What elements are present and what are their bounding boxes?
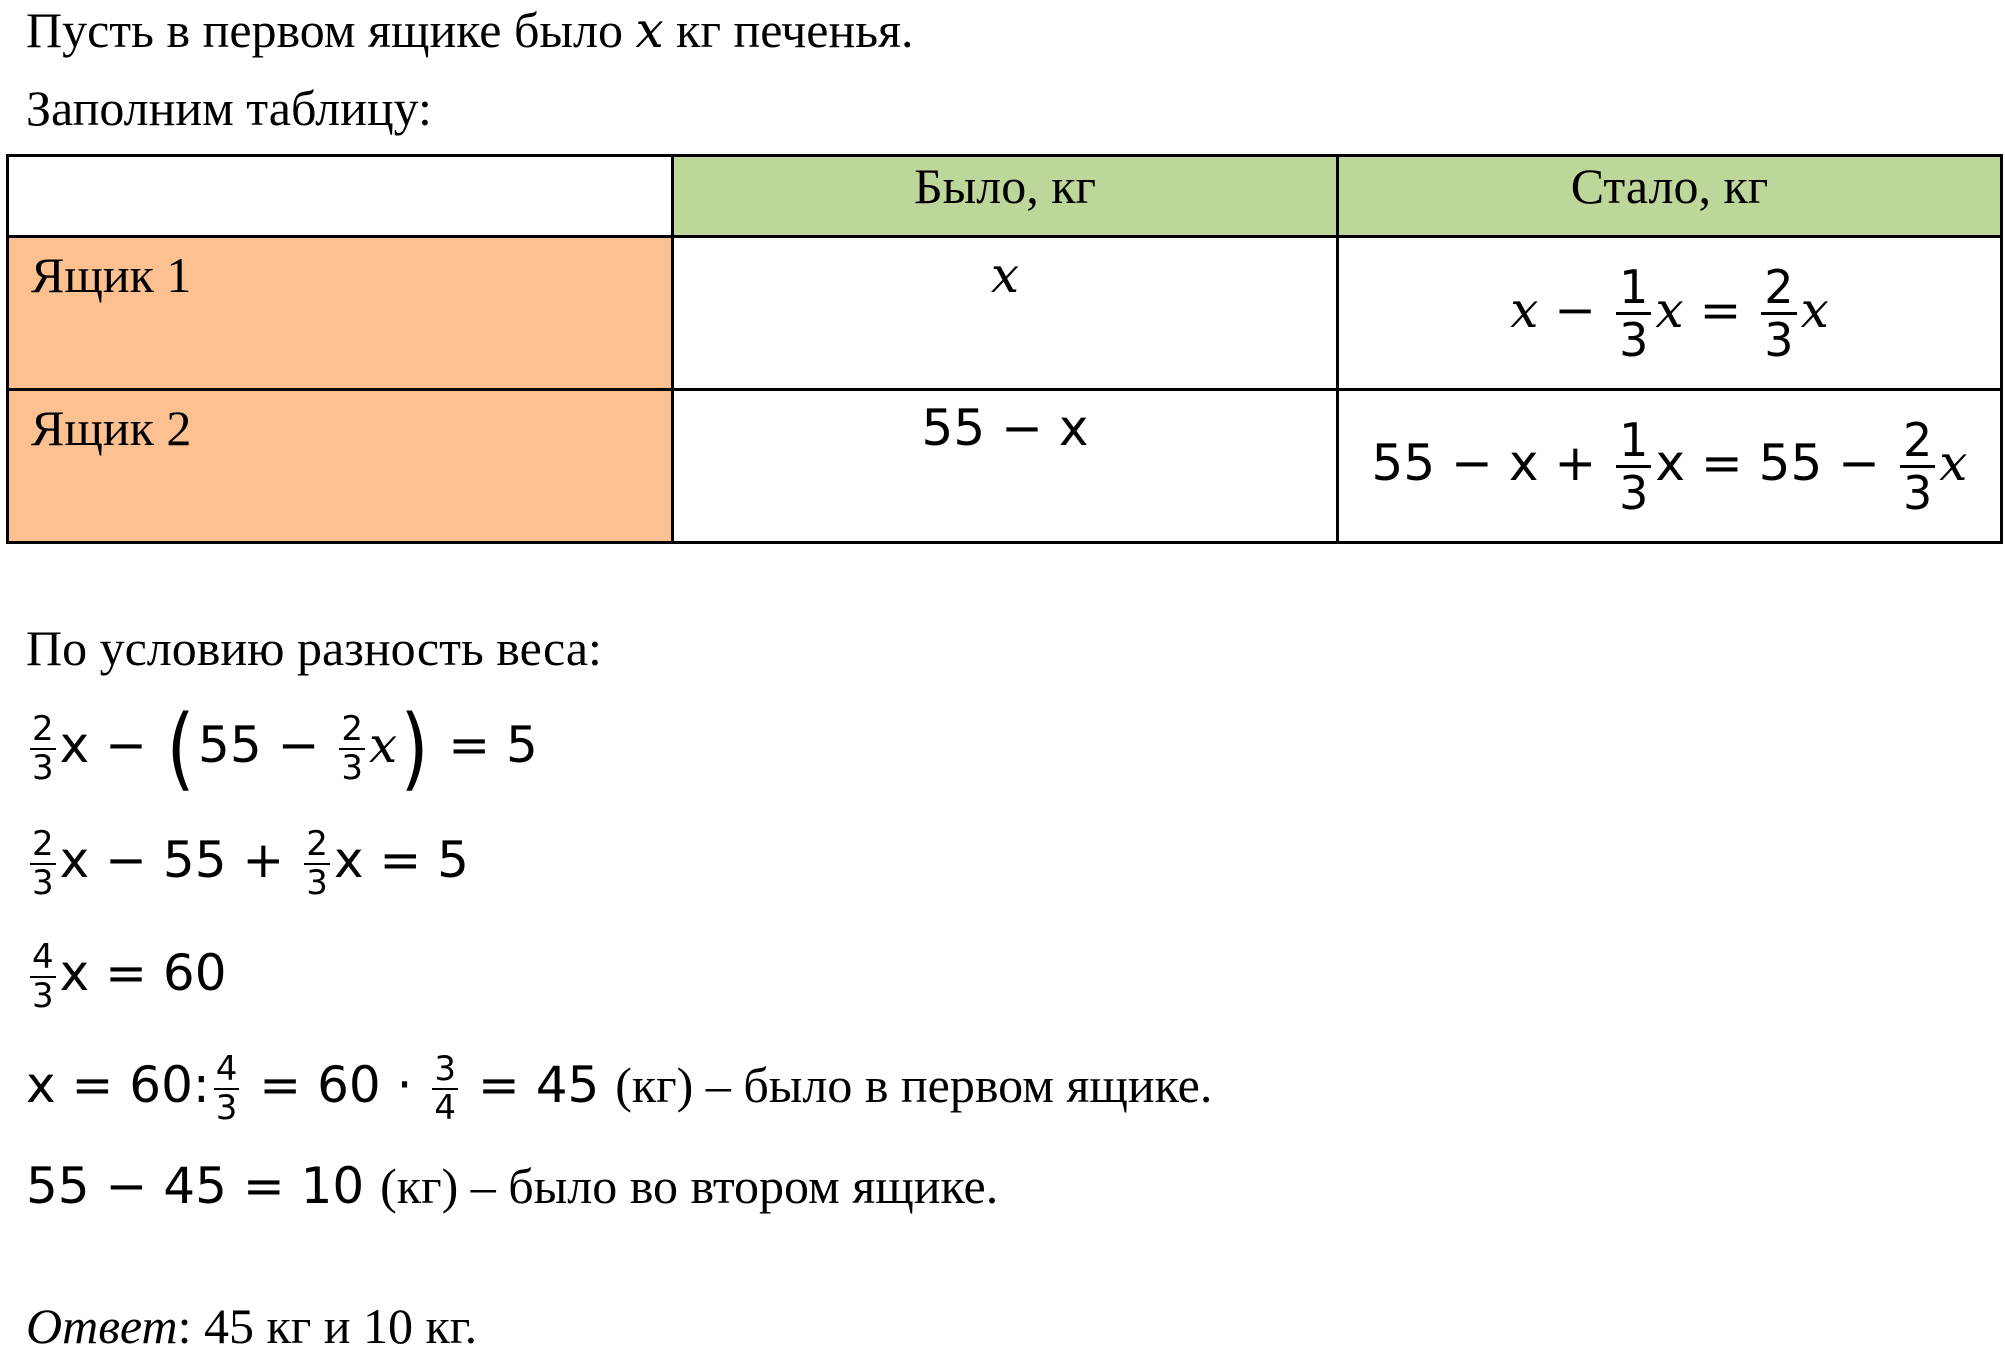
fraction: $\frac{1}{3}$ [1616, 415, 1651, 518]
row-2-after: 55 − x + $\frac{1}{3}$ x = 55 − $\frac{2}{3}$ x [1338, 390, 2002, 543]
table-row [8, 390, 2002, 543]
intro-line-2: Заполним таблицу: [26, 80, 432, 136]
row-label-box-2: Ящик 2 [8, 390, 673, 543]
intro-text-b: кг печенья. [663, 2, 914, 58]
variable-x: x [635, 1, 664, 59]
answer-label: Ответ [26, 1298, 178, 1354]
table-header-row [8, 156, 2002, 237]
fraction: $\frac{2}{3}$ [32, 709, 54, 788]
table-header-before: Было, кг [673, 156, 1338, 237]
answer-text: : 45 кг и 10 кг. [177, 1298, 478, 1354]
fraction: $\frac{2}{3}$ [306, 824, 328, 903]
intro-line-1 [26, 0, 914, 60]
fraction: $\frac{3}{4}$ [434, 1049, 457, 1128]
table-header-empty [8, 156, 673, 237]
intro-text-a: Пусть в первом ящике было [26, 2, 636, 58]
fraction: $\frac{4}{3}$ [215, 1049, 238, 1128]
row-2-before: 55 − x [673, 390, 1338, 543]
fraction: $\frac{2}{3}$ [32, 824, 54, 903]
fraction: $\frac{4}{3}$ [32, 937, 54, 1016]
equation-4: x = 60: $\frac{4}{3}$ = 60 · $\frac{3}{4}$ = 45 (кг) – было в первом ящике. [26, 1049, 1213, 1128]
answer-line [26, 1296, 477, 1356]
equation-2: $\frac{2}{3}$ x − 55 + $\frac{2}{3}$ x = 5 [32, 824, 469, 903]
condition-text: По условию разность веса: [26, 620, 602, 676]
fraction: $\frac{2}{3}$ [1761, 262, 1796, 365]
row-1-after: x − $\frac{1}{3}$ x = $\frac{2}{3}$ x [1338, 237, 2002, 390]
table-row [8, 237, 2002, 390]
left-paren: ( [166, 695, 195, 801]
data-table [6, 154, 2003, 544]
fraction: $\frac{1}{3}$ [1616, 262, 1651, 365]
equation-5: 55 − 45 = 10 (кг) – было во втором ящике. [26, 1157, 999, 1215]
fraction: $\frac{2}{3}$ [1900, 415, 1935, 518]
row-label-box-1: Ящик 1 [8, 237, 673, 390]
table-header-after: Стало, кг [1338, 156, 2002, 237]
equation-1: $\frac{2}{3}$ x − (55 − $\frac{2}{3}$ x) = 5 [32, 695, 538, 801]
equation-3: $\frac{4}{3}$ x = 60 [32, 937, 227, 1016]
fraction: $\frac{2}{3}$ [341, 709, 363, 788]
right-paren: ) [400, 695, 429, 801]
row-1-before: x [673, 237, 1338, 390]
